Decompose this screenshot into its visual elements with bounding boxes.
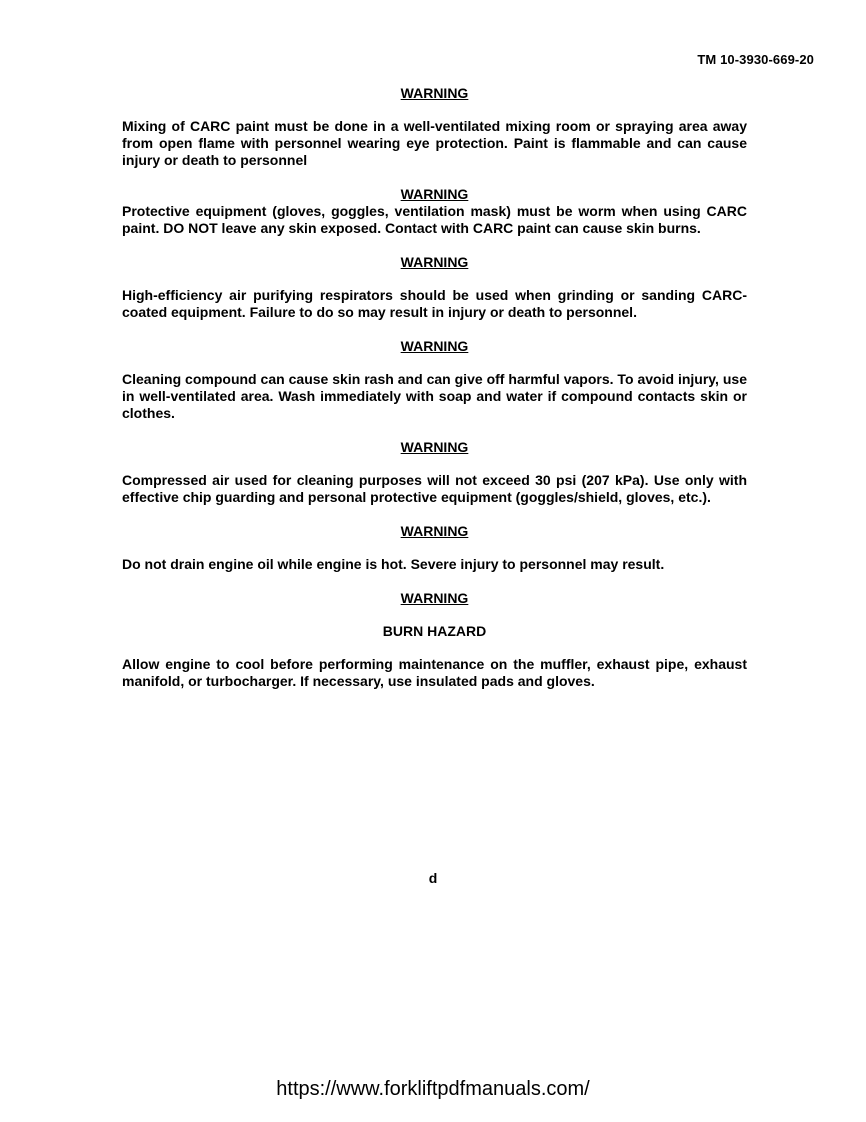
warning-heading: WARNING xyxy=(400,85,469,101)
warning-heading: WARNING xyxy=(400,590,469,606)
burn-hazard-subheading: BURN HAZARD xyxy=(382,623,487,639)
warning-section-burn-hazard xyxy=(122,590,747,690)
warning-heading: WARNING xyxy=(400,338,469,354)
warning-heading: WARNING xyxy=(400,186,469,202)
warning-text: Compressed air used for cleaning purposes will not exceed 30 psi (207 kPa). Use only with effective chip guarding and personal protective equipment (goggles/shield, gloves, etc.). xyxy=(122,472,747,505)
warning-text: Mixing of CARC paint must be done in a well-ventilated mixing room or spraying area away from open flame with personnel wearing eye protection. Paint is flammable and can cause injury or death to personnel xyxy=(122,118,747,168)
document-id: TM 10-3930-669-20 xyxy=(697,52,814,67)
warning-section-cleaning-compound xyxy=(122,338,747,422)
warning-text: Do not drain engine oil while engine is hot. Severe injury to personnel may result. xyxy=(122,556,665,572)
warning-text: Allow engine to cool before performing maintenance on the muffler, exhaust pipe, exhaust manifold, or turbocharger. If necessary, use insulated pads and gloves. xyxy=(122,656,747,689)
warning-text: High-efficiency air purifying respirators should be used when grinding or sanding CARC-coated equipment. Failure to do so may result in injury or death to personnel. xyxy=(122,287,747,320)
warnings-body xyxy=(122,85,747,707)
warning-section-respirators xyxy=(122,254,747,321)
footer-url: https://www.forkliftpdfmanuals.com/ xyxy=(276,1078,590,1100)
warning-heading: WARNING xyxy=(400,439,469,455)
warning-text: Cleaning compound can cause skin rash and can give off harmful vapors. To avoid injury, use in well-ventilated area. Wash immediately with soap and water if compound contacts skin or clothes. xyxy=(122,371,747,421)
warning-heading: WARNING xyxy=(400,523,469,539)
warning-section-carc-mixing xyxy=(122,85,747,169)
warning-text: Protective equipment (gloves, goggles, ventilation mask) must be worm when using CARC paint. DO NOT leave any skin exposed. Contact with CARC paint can cause skin burns. xyxy=(122,203,747,236)
warning-section-engine-oil xyxy=(122,523,747,573)
warning-heading: WARNING xyxy=(400,254,469,270)
warning-section-compressed-air xyxy=(122,439,747,506)
warning-section-protective-equipment xyxy=(122,186,747,237)
page-number: d xyxy=(428,870,438,886)
